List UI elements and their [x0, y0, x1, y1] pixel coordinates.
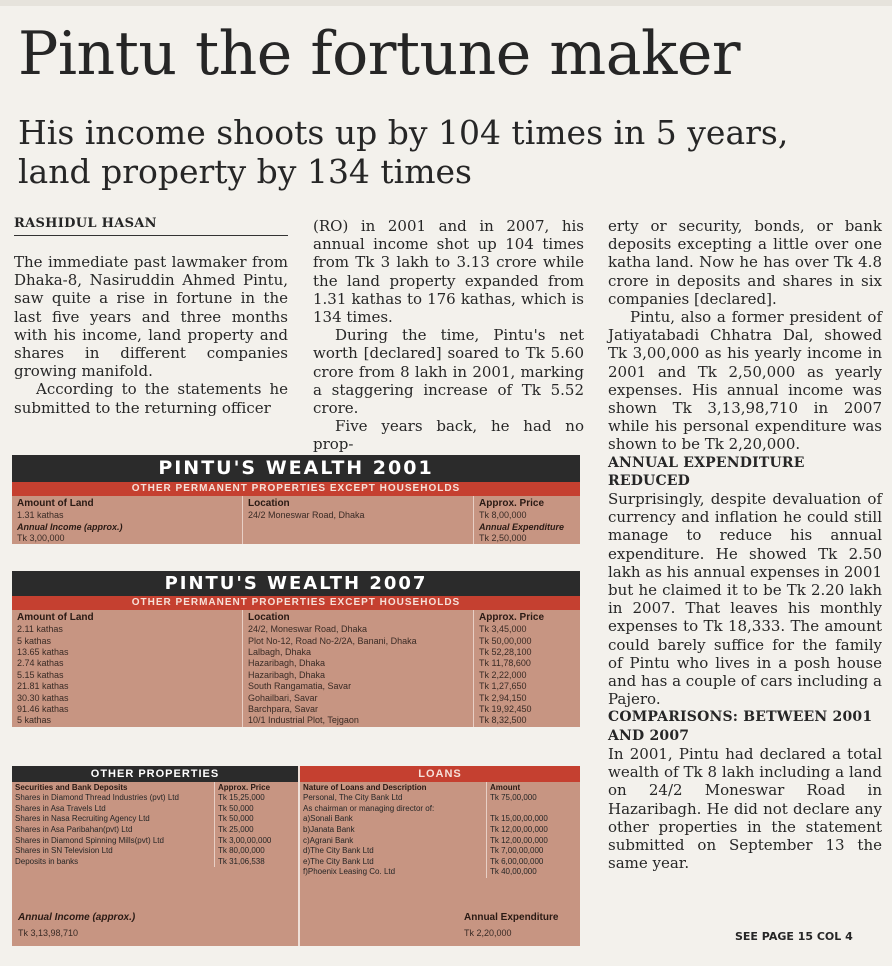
table-cell: Tk 50,000: [218, 814, 254, 824]
annual-income-value: Tk 3,13,98,710: [18, 928, 79, 938]
table-cell: Tk 12,00,00,000: [490, 835, 548, 845]
wealth-2007-box: [12, 571, 580, 727]
column-header: Amount of Land: [12, 496, 243, 510]
table-cell: 24/2 Moneswar Road, Dhaka: [243, 510, 474, 521]
table-cell: As chairman or managing director of:: [300, 804, 487, 815]
table-row: [12, 804, 298, 815]
table-cell: f)Phoenix Leasing Co. Ltd: [300, 867, 487, 878]
paragraph: According to the statements he submitted to the returning officer: [14, 380, 288, 417]
annual-income-label: Annual Income (approx.): [18, 912, 136, 923]
table-cell: 2.11 kathas: [12, 624, 243, 635]
paragraph: During the time, Pintu's net worth [declared] soared to Tk 5.60 crore from 8 lakh in 2001, marking a staggering increase of Tk 5.52 crore.: [313, 326, 584, 418]
table-cell: Tk 80,00,000: [218, 846, 265, 856]
table-row: [12, 681, 580, 692]
wealth-2007-table: [12, 610, 580, 727]
wealth-2001-title: PINTU'S WEALTH 2001: [12, 455, 580, 482]
table-cell: 13.65 kathas: [12, 647, 243, 658]
wealth-2001-table: [12, 496, 580, 544]
wealth-2007-title: PINTU'S WEALTH 2007: [12, 571, 580, 596]
column-header: Nature of Loans and Description: [300, 782, 487, 793]
table-cell: Tk 40,00,000: [490, 867, 537, 877]
other-properties-table: [12, 782, 298, 867]
table-cell: Tk 1,27,650: [479, 681, 527, 692]
column-2: [313, 217, 584, 454]
paragraph: The immediate past lawmaker from Dhaka-8, Nasiruddin Ahmed Pintu, saw quite a rise in fortune in the last five years and three months with his income, land property and shares in different companies growing manifold.: [14, 253, 288, 381]
table-cell: Tk 50,000: [218, 803, 254, 813]
other-properties-panel: [12, 766, 300, 946]
table-cell: 91.46 kathas: [12, 704, 243, 715]
loans-table: [300, 782, 580, 878]
loans-panel: [300, 766, 580, 946]
section-subheading: COMPARISONS: BETWEEN 2001 AND 2007: [608, 709, 873, 744]
table-cell: 24/2, Moneswar Road, Dhaka: [243, 624, 474, 635]
table-row: [12, 857, 298, 868]
column-header: Location: [243, 496, 474, 510]
table-row: [300, 825, 580, 836]
table-cell: Personal, The City Bank Ltd: [300, 793, 487, 804]
table-cell: Hazaribagh, Dhaka: [243, 658, 474, 669]
table-cell: c)Agrani Bank: [300, 835, 487, 846]
table-cell: South Rangamatia, Savar: [243, 681, 474, 692]
table-cell: Tk 15,00,00,000: [490, 814, 548, 824]
column-1: [14, 253, 288, 417]
table-row: [12, 670, 580, 681]
table-cell: Tk 11,78,600: [479, 658, 531, 669]
table-row: [300, 846, 580, 857]
table-cell: Tk 2,94,150: [479, 692, 527, 703]
other-properties-title: OTHER PROPERTIES: [12, 766, 298, 782]
table-row: [12, 825, 298, 836]
annual-expenditure-value: Tk 2,20,000: [464, 928, 512, 938]
table-cell: 21.81 kathas: [12, 681, 243, 692]
table-cell: Lalbagh, Dhaka: [243, 647, 474, 658]
headline: Pintu the fortune maker: [18, 19, 741, 89]
table-cell: Tk 15,25,000: [218, 793, 265, 803]
table-cell: Tk 7,00,00,000: [490, 846, 544, 856]
table-cell: Tk 3,00,00,000: [218, 835, 272, 845]
annual-expenditure-label: Annual Expenditure: [479, 521, 565, 532]
table-cell: Gohailbari, Savar: [243, 692, 474, 703]
table-row: [300, 867, 580, 878]
table-row: [12, 658, 580, 669]
table-row: [300, 804, 580, 815]
table-cell: Shares in Diamond Spinning Mills(pvt) Ltd: [12, 835, 215, 846]
table-cell: Tk 31,06,538: [218, 856, 265, 866]
table-cell: b)Janata Bank: [300, 825, 487, 836]
table-row: [12, 533, 580, 544]
annual-income-value: Tk 3,00,000: [12, 533, 243, 544]
table-row: [300, 857, 580, 868]
table-cell: Tk 52,28,100: [479, 646, 532, 657]
section-subheading: ANNUAL EXPENDITURE REDUCED: [608, 454, 805, 489]
table-cell: Barchpara, Savar: [243, 704, 474, 715]
column-header: Location: [243, 610, 474, 624]
column-header: Amount: [490, 782, 521, 792]
table-cell: Shares in Asa Paribahan(pvt) Ltd: [12, 825, 215, 836]
table-cell: Tk 2,22,000: [479, 669, 527, 680]
table-row: [12, 814, 298, 825]
table-cell: 10/1 Industrial Plot, Tejgaon: [243, 715, 474, 726]
annual-income-label: Annual Income (approx.): [12, 521, 243, 532]
table-cell: Tk 3,45,000: [479, 624, 527, 635]
table-cell: Shares in SN Television Ltd: [12, 846, 215, 857]
table-cell: Tk 19,92,450: [479, 703, 532, 714]
table-cell: d)The City Bank Ltd: [300, 846, 487, 857]
table-cell: Tk 12,00,00,000: [490, 825, 548, 835]
table-row: [12, 704, 580, 715]
column-3: [608, 217, 882, 872]
loans-title: LOANS: [300, 766, 580, 782]
table-row: [300, 814, 580, 825]
table-cell: 1.31 kathas: [12, 510, 243, 521]
table-row: [12, 647, 580, 658]
byline: RASHIDUL HASAN: [14, 216, 288, 236]
top-rule: [0, 0, 892, 6]
table-row: [12, 635, 580, 646]
continuation-note: SEE PAGE 15 COL 4: [735, 930, 853, 943]
other-properties-loans-box: [12, 766, 580, 946]
table-cell: [487, 804, 581, 815]
column-header: Amount of Land: [12, 610, 243, 624]
table-row: [12, 846, 298, 857]
table-cell: 5 kathas: [12, 635, 243, 646]
table-row: [12, 715, 580, 726]
table-cell: Tk 50,00,000: [479, 635, 532, 646]
table-row: [300, 793, 580, 804]
table-row: [12, 624, 580, 635]
paragraph: Surprisingly, despite devaluation of currency and inflation he could still manage to reduce his annual expenditure. He showed Tk 2.50 lakh as his annual expenses in 2001 but he claimed it to be Tk 2.20 lakh in 2007. That leaves his monthly expenses to Tk 18,333. The amount could barely suffice for the family of Pintu who lives in a posh house and has a couple of cars including a Pajero.: [608, 490, 882, 709]
paragraph: Pintu, also a former president of Jatiyatabadi Chhatra Dal, showed Tk 3,00,000 as his yearly income in 2001 and Tk 2,50,000 as yearly expenses. His annual income was shown Tk 3,13,98,710 in 2007 while his personal expenditure was shown to be Tk 2,20,000.: [608, 308, 882, 454]
table-cell: Plot No-12, Road No-2/2A, Banani, Dhaka: [243, 635, 474, 646]
table-cell: 5.15 kathas: [12, 670, 243, 681]
table-cell: Hazaribagh, Dhaka: [243, 670, 474, 681]
table-cell: Shares in Diamond Thread Industries (pvt) Ltd: [12, 793, 215, 804]
table-cell: Shares in Asa Travels Ltd: [12, 804, 215, 815]
table-row: [12, 510, 580, 521]
table-row: [300, 835, 580, 846]
column-header: Approx. Price: [479, 611, 545, 623]
paragraph: Five years back, he had no prop-: [313, 417, 584, 454]
table-cell: 2.74 kathas: [12, 658, 243, 669]
table-cell: e)The City Bank Ltd: [300, 857, 487, 868]
paragraph: (RO) in 2001 and in 2007, his annual income shot up 104 times from Tk 3 lakh to 3.13 crore while the land property expanded from 1.31 kathas to 176 kathas, which is 134 times.: [313, 217, 584, 327]
table-cell: 5 kathas: [12, 715, 243, 726]
table-cell: a)Sonali Bank: [300, 814, 487, 825]
column-header: Securities and Bank Deposits: [12, 782, 215, 793]
table-row: [12, 793, 298, 804]
column-header: Approx. Price: [218, 782, 271, 792]
wealth-2007-subtitle: OTHER PERMANENT PROPERTIES EXCEPT HOUSEHOLDS: [12, 596, 580, 610]
table-cell: Shares in Nasa Recruiting Agency Ltd: [12, 814, 215, 825]
subheadline: His income shoots up by 104 times in 5 years, land property by 134 times: [18, 113, 789, 191]
wealth-2001-box: [12, 455, 580, 544]
table-cell: Deposits in banks: [12, 857, 215, 868]
paragraph: erty or security, bonds, or bank deposits excepting a little over one katha land. Now he has over Tk 4.8 crore in deposits and shares in six companies [declared].: [608, 217, 882, 308]
table-cell: 30.30 kathas: [12, 692, 243, 703]
wealth-2001-subtitle: OTHER PERMANENT PROPERTIES EXCEPT HOUSEHOLDS: [12, 482, 580, 496]
column-header: Approx. Price: [479, 497, 545, 509]
table-row: [12, 692, 580, 703]
table-cell: Tk 6,00,00,000: [490, 856, 544, 866]
table-cell: Tk 8,00,000: [479, 510, 527, 521]
table-cell: Tk 8,32,500: [479, 715, 527, 726]
table-cell: Tk 25,000: [218, 825, 254, 835]
table-row: [12, 835, 298, 846]
table-cell: Tk 75,00,000: [490, 793, 537, 803]
annual-expenditure-label: Annual Expenditure: [464, 912, 559, 923]
paragraph: In 2001, Pintu had declared a total wealth of Tk 8 lakh including a land on 24/2 Moneswar Road in Hazaribagh. He did not declare any other properties in the statement submitted on September 13 the same year.: [608, 744, 882, 873]
annual-expenditure-value: Tk 2,50,000: [479, 532, 527, 543]
